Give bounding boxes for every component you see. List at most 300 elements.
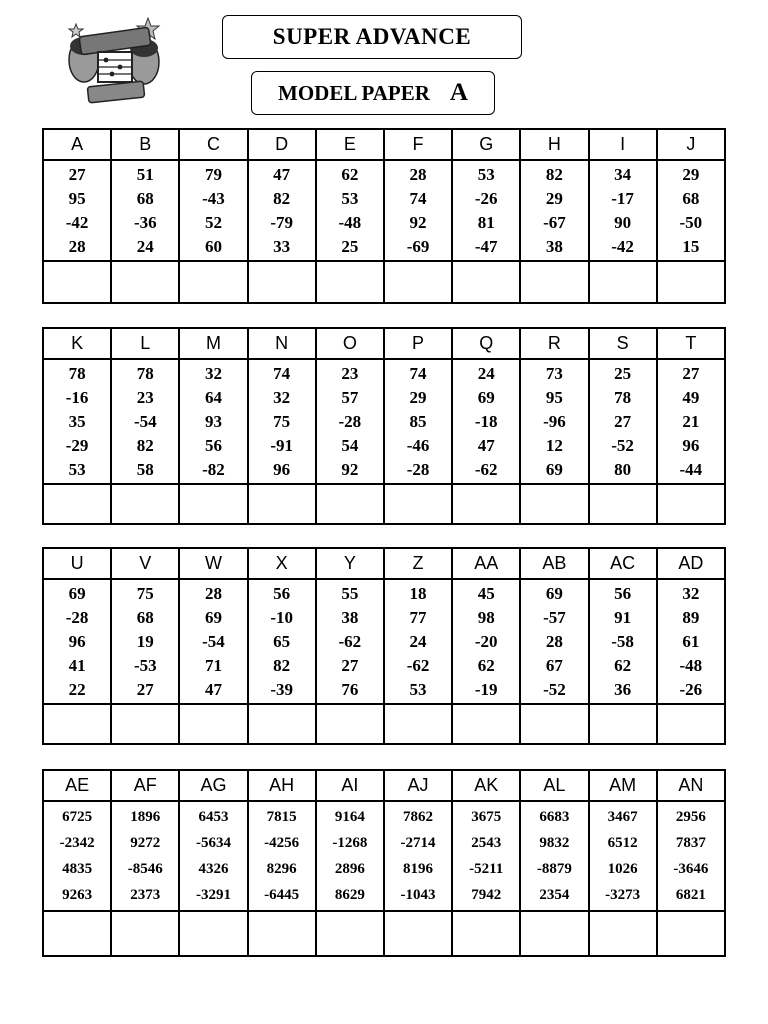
answer-box[interactable] [179,261,247,303]
number-value: 79 [204,165,222,184]
paper-letter: A [449,79,468,106]
number-value: 25 [614,364,632,383]
number-value: 56 [204,436,222,455]
column-header: Q [452,328,520,359]
number-value: 93 [204,412,222,431]
abacus-kids-icon [62,12,166,104]
number-value: -53 [133,656,157,675]
number-value: 38 [545,237,563,256]
number-value: -26 [679,680,703,699]
sum-column-cell [248,801,316,911]
number-value: -20 [474,632,498,651]
sum-column-cell [452,579,520,704]
numbers-row [43,579,725,704]
numbers-row [43,359,725,484]
column-header: X [248,548,316,579]
number-value: 73 [545,364,563,383]
number-value: 4835 [62,861,93,877]
sum-column-cell [316,579,384,704]
number-value: 19 [136,632,154,651]
number-value: 7837 [675,835,706,851]
number-value: 67 [545,656,563,675]
number-value: 81 [477,213,495,232]
sum-column-cell [384,801,452,911]
number-value: 82 [545,165,563,184]
numbers-row [43,801,725,911]
number-value: 8196 [403,861,434,877]
sum-column-cell [452,801,520,911]
sum-column-cell [248,579,316,704]
sum-column-cell [248,359,316,484]
number-value: 22 [68,680,86,699]
number-value: 78 [68,364,86,383]
number-value: -2342 [59,835,95,851]
number-value: -42 [611,237,634,256]
number-value: 56 [273,584,291,603]
column-header: AB [520,548,588,579]
number-value: 27 [136,680,154,699]
subtitle-box [251,71,495,115]
number-value: 7815 [266,809,297,825]
number-value: 47 [273,165,291,184]
column-header: T [657,328,725,359]
column-header: AF [111,770,179,801]
number-value: 69 [204,608,222,627]
column-header: B [111,129,179,160]
number-value: -91 [270,436,293,455]
number-value: 96 [273,460,291,479]
number-value: 33 [273,237,291,256]
sum-column-cell [589,160,657,261]
answer-box[interactable] [43,911,111,956]
answer-box[interactable] [111,704,179,744]
number-value: 38 [341,608,359,627]
number-value: 76 [341,680,359,699]
sum-column-cell [248,160,316,261]
sum-column-cell [179,160,247,261]
number-value: 62 [614,656,632,675]
answer-box[interactable] [248,911,316,956]
answer-box[interactable] [384,261,452,303]
number-value: -69 [406,237,430,256]
page-subtitle: MODEL PAPER [278,80,430,105]
worksheet-table-2 [42,327,726,525]
page-title: SUPER ADVANCE [272,24,472,49]
column-header: A [43,129,111,160]
number-value: 71 [204,656,222,675]
number-value: -4256 [264,835,300,851]
number-value: 60 [204,237,222,256]
column-header: O [316,328,384,359]
answer-box[interactable] [111,484,179,524]
number-value: -46 [406,436,430,455]
column-header: I [589,129,657,160]
number-value: 2373 [130,887,161,903]
sum-column-cell [657,579,725,704]
column-header: U [43,548,111,579]
number-value: 78 [614,388,632,407]
number-value: 96 [68,632,86,651]
number-value: 77 [409,608,427,627]
column-header: AK [452,770,520,801]
answer-box[interactable] [520,484,588,524]
number-value: -48 [338,213,362,232]
number-value: 2896 [334,861,365,877]
number-value: -1268 [332,835,368,851]
number-value: 28 [409,165,427,184]
number-value: 28 [204,584,222,603]
column-header: AH [248,770,316,801]
answer-box[interactable] [179,704,247,744]
number-value: 15 [682,237,700,256]
number-value: 29 [545,189,563,208]
number-value: -3273 [605,887,641,903]
number-value: 49 [682,388,700,407]
answer-box[interactable] [589,261,657,303]
column-header: AG [179,770,247,801]
sum-column-cell [384,359,452,484]
number-value: -48 [679,656,703,675]
number-value: 65 [273,632,291,651]
answer-box[interactable] [316,704,384,744]
answer-box[interactable] [520,911,588,956]
answer-box[interactable] [589,911,657,956]
number-value: -18 [474,412,498,431]
sum-column-cell [179,579,247,704]
column-header: W [179,548,247,579]
number-value: -6445 [264,887,300,903]
answer-box[interactable] [248,261,316,303]
number-value: -54 [202,632,225,651]
number-value: 95 [68,189,86,208]
column-header: C [179,129,247,160]
sum-column-cell [316,801,384,911]
sum-column-cell [316,160,384,261]
sum-column-cell [657,359,725,484]
number-value: -57 [543,608,566,627]
numbers-row [43,160,725,261]
answer-box[interactable] [384,911,452,956]
answer-box[interactable] [657,704,725,744]
number-value: 24 [477,364,495,383]
sum-column-cell [520,359,588,484]
answer-box[interactable] [384,484,452,524]
number-value: 95 [545,388,563,407]
number-value: 23 [341,364,359,383]
column-header: AN [657,770,725,801]
number-value: 45 [477,584,495,603]
number-value: -96 [543,412,566,431]
answer-row [43,484,725,524]
sum-column-cell [43,579,111,704]
number-value: 3467 [607,809,638,825]
number-value: -54 [133,412,157,431]
number-value: -52 [543,680,566,699]
number-value: 18 [409,584,427,603]
number-value: 69 [545,584,563,603]
answer-row [43,704,725,744]
answer-box[interactable] [452,484,520,524]
number-value: 6512 [607,835,638,851]
answer-box[interactable] [520,704,588,744]
number-value: 89 [682,608,700,627]
number-value: -62 [406,656,430,675]
number-value: 57 [341,388,359,407]
number-value: 58 [136,460,154,479]
answer-box[interactable] [316,261,384,303]
number-value: -44 [679,460,703,479]
answer-box[interactable] [452,261,520,303]
number-value: 34 [614,165,632,184]
number-value: 53 [477,165,495,184]
number-value: -42 [65,213,89,232]
header-row [43,129,725,160]
number-value: 32 [204,364,222,383]
number-value: -5634 [195,835,231,851]
answer-box[interactable] [111,261,179,303]
sum-column-cell [384,160,452,261]
number-value: 53 [68,460,86,479]
sum-column-cell [657,160,725,261]
column-header: AC [589,548,657,579]
number-value: 68 [682,189,700,208]
answer-box[interactable] [657,261,725,303]
title-box [222,15,522,59]
number-value: -1043 [400,887,436,903]
answer-box[interactable] [179,911,247,956]
column-header: AI [316,770,384,801]
number-value: 68 [136,608,154,627]
answer-row [43,911,725,956]
sum-column-cell [111,579,179,704]
number-value: 6683 [539,809,570,825]
number-value: 64 [204,388,222,407]
sum-column-cell [43,801,111,911]
header-row [43,328,725,359]
column-header: Z [384,548,452,579]
number-value: 2354 [539,887,570,903]
number-value: 82 [136,436,154,455]
answer-box[interactable] [248,704,316,744]
number-value: -62 [338,632,362,651]
column-header: G [452,129,520,160]
number-value: 61 [682,632,700,651]
number-value: 55 [341,584,359,603]
number-value: 24 [409,632,427,651]
number-value: 23 [136,388,154,407]
column-header: J [657,129,725,160]
number-value: 27 [68,165,86,184]
sum-column-cell [520,160,588,261]
column-header: H [520,129,588,160]
number-value: -52 [611,436,634,455]
number-value: -39 [270,680,293,699]
worksheet-table-1 [42,128,726,304]
number-value: 62 [341,165,359,184]
header-row [43,770,725,801]
number-value: 92 [409,213,427,232]
whizz-kidzz-logo [62,12,166,104]
number-value: 90 [614,213,632,232]
number-value: 2956 [675,809,706,825]
header-row [43,548,725,579]
number-value: 53 [409,680,427,699]
answer-box[interactable] [316,911,384,956]
column-header: AM [589,770,657,801]
number-value: -8879 [536,861,572,877]
answer-box[interactable] [43,704,111,744]
answer-box[interactable] [452,911,520,956]
number-value: 74 [409,189,427,208]
number-value: 1026 [607,861,638,877]
number-value: 29 [409,388,427,407]
column-header: N [248,328,316,359]
number-value: 85 [409,412,427,431]
number-value: 24 [136,237,154,256]
sum-column-cell [589,359,657,484]
number-value: 51 [136,165,154,184]
column-header: R [520,328,588,359]
answer-box[interactable] [43,484,111,524]
sum-column-cell [520,579,588,704]
column-header: AE [43,770,111,801]
number-value: 25 [341,237,359,256]
answer-box[interactable] [43,261,111,303]
answer-box[interactable] [520,261,588,303]
number-value: 96 [682,436,700,455]
number-value: -50 [679,213,703,232]
number-value: 91 [614,608,632,627]
answer-box[interactable] [589,484,657,524]
sum-column-cell [520,801,588,911]
answer-box[interactable] [111,911,179,956]
number-value: 6453 [198,809,229,825]
number-value: -62 [474,460,498,479]
number-value: 7862 [403,809,434,825]
number-value: -28 [338,412,362,431]
number-value: 75 [136,584,154,603]
number-value: 36 [614,680,632,699]
column-header: E [316,129,384,160]
column-header: AA [452,548,520,579]
number-value: 9164 [334,809,365,825]
number-value: -67 [543,213,566,232]
column-header: AJ [384,770,452,801]
number-value: 6821 [675,887,706,903]
answer-box[interactable] [657,911,725,956]
number-value: 4326 [198,861,229,877]
sum-column-cell [111,801,179,911]
number-value: -17 [611,189,634,208]
number-value: 32 [682,584,700,603]
number-value: 1896 [130,809,161,825]
number-value: -19 [474,680,498,699]
number-value: 8629 [334,887,365,903]
sum-column-cell [452,359,520,484]
number-value: -3646 [673,861,709,877]
number-value: 68 [136,189,154,208]
sum-column-cell [657,801,725,911]
number-value: -10 [270,608,293,627]
number-value: 35 [68,412,86,431]
number-value: -82 [202,460,225,479]
number-value: 69 [477,388,495,407]
number-value: 82 [273,189,291,208]
column-header: L [111,328,179,359]
number-value: 69 [545,460,563,479]
column-header: S [589,328,657,359]
column-header: AL [520,770,588,801]
number-value: 69 [68,584,86,603]
number-value: 27 [614,412,632,431]
worksheet-table-3 [42,547,726,745]
number-value: -58 [611,632,634,651]
number-value: -29 [65,436,89,455]
number-value: 92 [341,460,359,479]
answer-box[interactable] [384,704,452,744]
column-header: K [43,328,111,359]
number-value: 74 [409,364,427,383]
answer-row [43,261,725,303]
number-value: 56 [614,584,632,603]
number-value: -79 [270,213,293,232]
number-value: -36 [133,213,157,232]
number-value: 28 [545,632,563,651]
sum-column-cell [111,359,179,484]
sum-column-cell [43,359,111,484]
number-value: 27 [682,364,700,383]
worksheet-table-4 [42,769,726,957]
sum-column-cell [111,160,179,261]
number-value: -47 [474,237,498,256]
number-value: -3291 [195,887,231,903]
number-value: 52 [204,213,222,232]
answer-box[interactable] [589,704,657,744]
number-value: -16 [65,388,89,407]
number-value: 75 [273,412,291,431]
number-value: 62 [477,656,495,675]
answer-box[interactable] [316,484,384,524]
sum-column-cell [589,801,657,911]
number-value: -28 [406,460,430,479]
number-value: 47 [204,680,222,699]
number-value: 2543 [471,835,502,851]
sum-column-cell [43,160,111,261]
column-header: Y [316,548,384,579]
number-value: 98 [477,608,495,627]
sum-column-cell [452,160,520,261]
number-value: 27 [341,656,359,675]
column-header: M [179,328,247,359]
answer-box[interactable] [248,484,316,524]
number-value: 41 [68,656,86,675]
number-value: 28 [68,237,86,256]
number-value: -26 [474,189,498,208]
answer-box[interactable] [452,704,520,744]
answer-box[interactable] [657,484,725,524]
number-value: 82 [273,656,291,675]
column-header: F [384,129,452,160]
sum-column-cell [316,359,384,484]
sum-column-cell [179,359,247,484]
sum-column-cell [589,579,657,704]
number-value: 54 [341,436,359,455]
number-value: 9263 [62,887,93,903]
number-value: 74 [273,364,291,383]
column-header: V [111,548,179,579]
column-header: P [384,328,452,359]
answer-box[interactable] [179,484,247,524]
